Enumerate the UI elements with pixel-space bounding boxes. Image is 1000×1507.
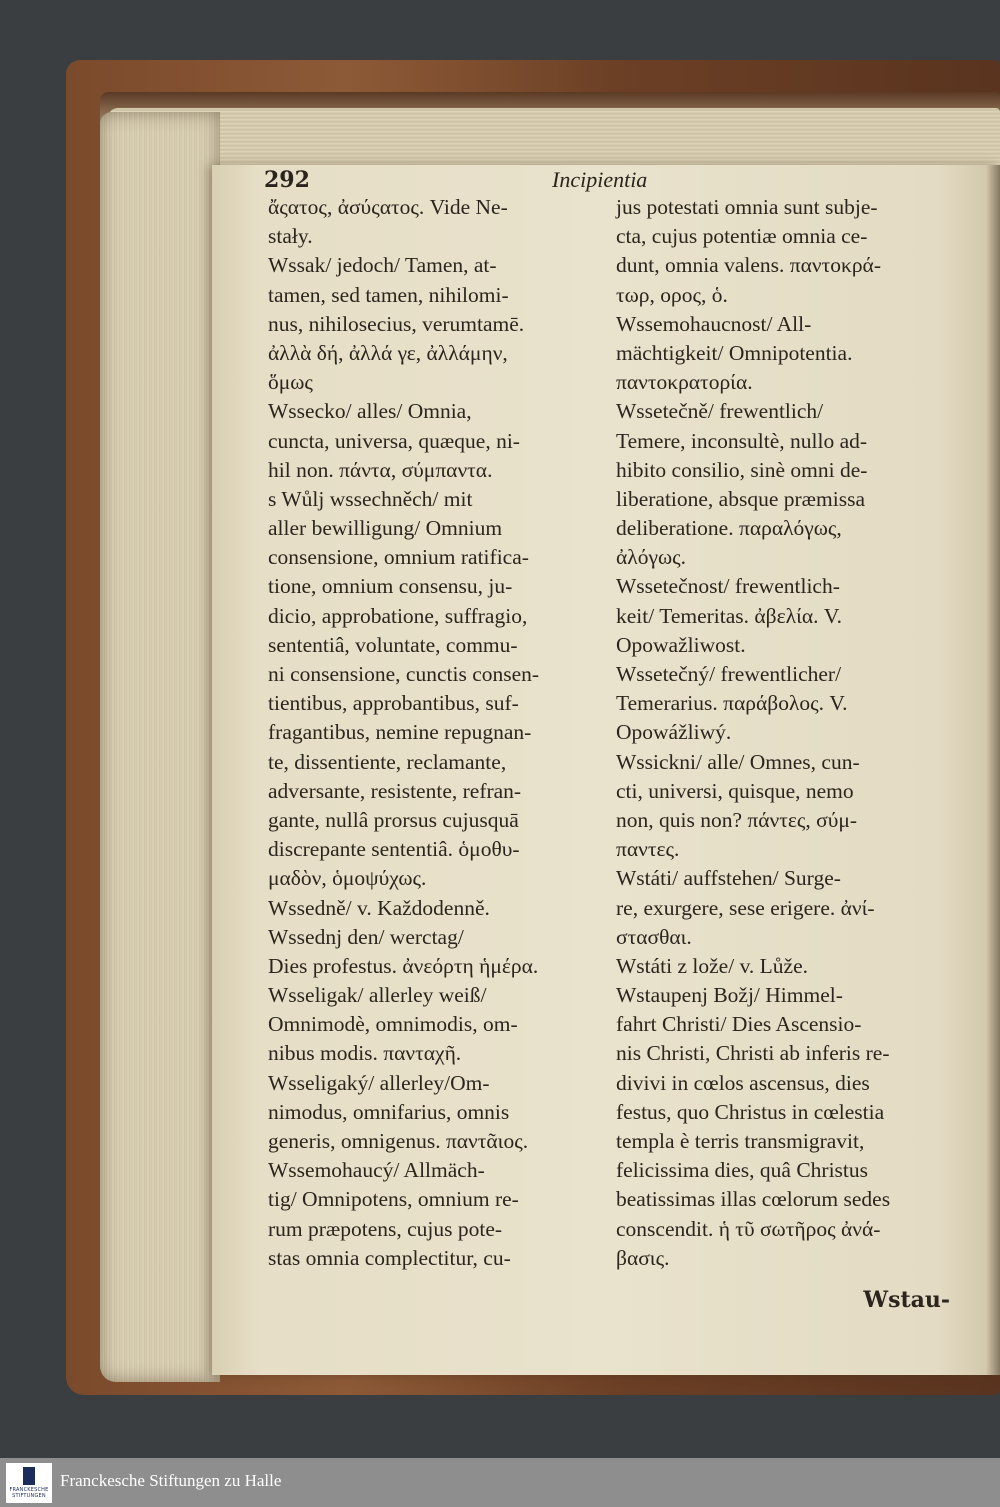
logo-emblem-icon [23, 1467, 35, 1485]
text-line: dunt, omnia valens. παντοκρά- [616, 253, 881, 278]
text-line: Dies profestus. ἀνεόρτη ἡμέρα. [268, 953, 539, 978]
text-line: tamen, sed tamen, nihilomi- [268, 282, 509, 307]
text-line: mächtigkeit/ Omnipotentia. [616, 340, 853, 365]
text-line: non, quis non? πάντες, σύμ- [616, 807, 858, 832]
text-line: keit/ Temeritas. ἀβελία. V. [616, 603, 842, 628]
logo-text: FRANCKESCHE STIFTUNGEN [9, 1487, 49, 1499]
page-gutter [986, 165, 1000, 1375]
text-line: nus, nihilosecius, verumtamē. [268, 311, 525, 336]
text-line: templa è terris transmigravit, [616, 1129, 865, 1153]
catchword: Wstau- [863, 1287, 950, 1313]
text-line: Wssecko/ alles/ Omnia, [268, 399, 472, 424]
text-line: τωρ, ορος, ὁ. [616, 282, 728, 307]
text-line: Wssemohaucý/ Allmäch- [268, 1158, 485, 1183]
text-line: consensione, omnium ratifica- [268, 545, 529, 570]
text-line: Wssetečnost/ frewentlich- [616, 574, 840, 599]
text-line: tientibus, approbantibus, suf- [268, 691, 519, 716]
text-line: μαδὸν, ὁμοψύχως. [268, 866, 427, 891]
text-line: ὅμως [268, 370, 313, 395]
text-line: hil non. πάντα, σύμπαντα. [268, 457, 493, 482]
text-line: generis, omnigenus. παντᾶιος. [268, 1129, 529, 1153]
text-line: s Wůlj wssechněch/ mit [268, 486, 473, 511]
text-line: ἄςατος, ἀσύςατος. Vide Ne- [268, 195, 508, 219]
text-line: rum præpotens, cujus pote- [268, 1216, 503, 1241]
text-line: Wstáti z lože/ v. Lůže. [616, 953, 809, 978]
text-line: cti, universi, quisque, nemo [616, 778, 854, 803]
text-line: nis Christi, Christi ab inferis re- [616, 1041, 890, 1066]
text-line: hibito consilio, sinè omni de- [616, 457, 868, 482]
text-line: beatissimas illas cœlorum sedes [616, 1187, 891, 1212]
text-line: Wsseligak/ allerley weiß/ [268, 983, 487, 1008]
text-line: fragantibus, nemine repugnan- [268, 720, 532, 745]
text-line: stas omnia complectitur, cu- [268, 1245, 511, 1270]
text-line: gante, nullâ prorsus cujusquā [268, 807, 519, 832]
text-line: Wssemohaucnost/ All- [616, 311, 812, 336]
text-line: Wstáti/ auffstehen/ Surge- [616, 866, 841, 891]
text-line: fahrt Christi/ Dies Ascensio- [616, 1012, 862, 1037]
text-line: discrepante sententiâ. ὁμοθυ- [268, 837, 520, 862]
text-line: παντοκρατορία. [616, 370, 753, 395]
text-line: βασις. [616, 1245, 670, 1270]
right-column [616, 193, 966, 1273]
text-line: nimodus, omnifarius, omnis [268, 1099, 510, 1124]
text-line: Temerarius. παράβολος. V. [616, 691, 848, 716]
text-line: Wssedně/ v. Každodenně. [268, 895, 490, 920]
running-head-title: Incipientia [552, 167, 648, 192]
text-line: adversante, resistente, refran- [268, 778, 522, 803]
running-head [264, 165, 964, 195]
text-line: liberatione, absque præmissa [616, 486, 865, 511]
text-line: tig/ Omnipotens, omnium re- [268, 1187, 519, 1212]
text-line: Wssak/ jedoch/ Tamen, at- [268, 253, 497, 278]
text-line: deliberatione. παραλόγως, [616, 516, 842, 541]
text-line: sententiâ, voluntate, commu- [268, 632, 518, 657]
text-line: Wstaupenj Božj/ Himmel- [616, 983, 843, 1008]
institution-logo[interactable] [6, 1463, 52, 1503]
text-line: ni consensione, cunctis consen- [268, 662, 540, 686]
text-line: παντες. [616, 837, 680, 862]
book-page [212, 165, 1000, 1375]
text-line: Wsseligaký/ allerley/Om- [268, 1070, 490, 1095]
text-line: tione, omnium consensu, ju- [268, 574, 513, 599]
text-line: divivi in cœlos ascensus, dies [616, 1070, 870, 1095]
text-line: Opowažliwost. [616, 632, 746, 657]
text-line: aller bewilligung/ Omnium [268, 516, 503, 541]
text-line: Wssetečný/ frewentlicher/ [616, 662, 842, 686]
text-line: cta, cujus potentiæ omnia ce- [616, 224, 868, 249]
text-line: Wssednj den/ werctag/ [268, 924, 464, 949]
text-line: cuncta, universa, quæque, ni- [268, 428, 520, 453]
footer-label[interactable]: Franckesche Stiftungen zu Halle [60, 1471, 282, 1490]
text-line: stały. [268, 224, 313, 249]
text-line: re, exurgere, sese erigere. ἀνί- [616, 895, 875, 920]
text-line: Wssetečně/ frewentlich/ [616, 399, 824, 424]
text-line: Wssickni/ alle/ Omnes, cun- [616, 749, 860, 774]
page-number: 292 [264, 167, 310, 193]
text-line: Omnimodè, omnimodis, om- [268, 1012, 518, 1037]
text-line: conscendit. ἡ τῦ σωτῆρος ἀνά- [616, 1216, 881, 1241]
footer-bar [0, 1458, 1000, 1507]
text-line: Opowážliwý. [616, 720, 732, 745]
text-line: dicio, approbatione, suffragio, [268, 603, 528, 628]
text-line: ἀλλὰ δή, ἀλλά γε, ἀλλάμην, [268, 340, 508, 365]
left-column [268, 193, 612, 1273]
text-line: festus, quo Christus in cœlestia [616, 1099, 885, 1124]
text-line: ἀλόγως. [616, 545, 686, 570]
text-line: felicissima dies, quâ Christus [616, 1158, 868, 1183]
text-line: te, dissentiente, reclamante, [268, 749, 507, 774]
text-line: jus potestati omnia sunt subje- [616, 195, 878, 219]
text-line: στασθαι. [616, 924, 692, 949]
page-stack-edge [100, 112, 220, 1382]
text-line: Temere, inconsultè, nullo ad- [616, 428, 868, 453]
text-line: nibus modis. πανταχῆ. [268, 1041, 462, 1066]
